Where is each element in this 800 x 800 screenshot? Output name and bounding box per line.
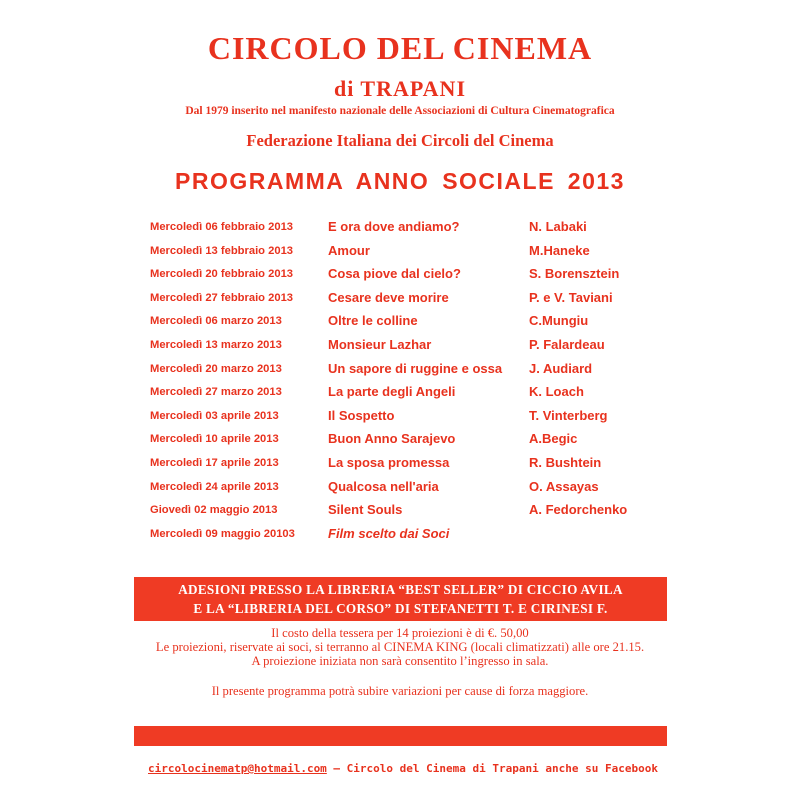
film-director: N. Labaki bbox=[529, 219, 587, 234]
screening-date: Mercoledì 17 aprile 2013 bbox=[150, 457, 279, 469]
screening-date: Mercoledì 06 febbraio 2013 bbox=[150, 221, 294, 233]
film-director: T. Vinterberg bbox=[529, 407, 608, 423]
screening-date: Mercoledì 27 febbraio 2013 bbox=[150, 291, 294, 304]
screening-date: Mercoledì 03 aprile 2013 bbox=[150, 409, 279, 422]
schedule-row bbox=[0, 382, 800, 404]
film-title: La parte degli Angeli bbox=[328, 384, 456, 400]
film-director: M.Haneke bbox=[529, 242, 590, 258]
film-title: Silent Souls bbox=[328, 502, 403, 518]
film-director: R. Bushtein bbox=[529, 455, 602, 470]
bottom-bar bbox=[134, 726, 667, 746]
film-director: P. Falardeau bbox=[529, 337, 605, 352]
screening-date: Mercoledì 10 aprile 2013 bbox=[150, 433, 279, 446]
schedule-row bbox=[0, 359, 800, 381]
schedule-row bbox=[0, 453, 800, 475]
film-director: C.Mungiu bbox=[529, 313, 589, 329]
membership-banner bbox=[134, 577, 667, 621]
film-title: Qualcosa nell'aria bbox=[328, 478, 439, 494]
screening-date: Mercoledì 13 marzo 2013 bbox=[150, 339, 282, 351]
email-link[interactable]: circolocinematp@hotmail.com bbox=[148, 762, 327, 775]
footer-text: – Circolo del Cinema di Trapani anche su Facebook bbox=[326, 762, 658, 775]
screening-date: Mercoledì 06 marzo 2013 bbox=[150, 315, 282, 328]
program-title: PROGRAMMA ANNO SOCIALE 2013 bbox=[175, 168, 625, 194]
film-director: A.Begic bbox=[529, 431, 578, 447]
film-director: J. Audiard bbox=[529, 360, 593, 376]
screening-date: Mercoledì 20 marzo 2013 bbox=[150, 362, 282, 375]
film-director: P. e V. Taviani bbox=[529, 289, 613, 305]
schedule-row bbox=[0, 311, 800, 333]
page-title: CIRCOLO DEL CINEMA bbox=[207, 30, 593, 66]
film-title: Cosa piove dal cielo? bbox=[328, 266, 461, 282]
film-title: Il Sospetto bbox=[328, 407, 395, 423]
film-director: S. Borensztein bbox=[529, 266, 620, 282]
schedule-row bbox=[0, 288, 800, 310]
schedule-row bbox=[0, 429, 800, 451]
film-title: Un sapore di ruggine e ossa bbox=[328, 360, 503, 376]
film-title: Amour bbox=[328, 242, 370, 258]
film-title: La sposa promessa bbox=[328, 455, 450, 470]
schedule-row bbox=[0, 217, 800, 239]
since-note: Dal 1979 inserito nel manifesto nazionale delle Associazioni di Cultura Cinematografica bbox=[185, 105, 615, 117]
page-subtitle: di TRAPANI bbox=[333, 76, 467, 101]
film-director: A. Fedorchenko bbox=[529, 502, 628, 518]
schedule-row bbox=[0, 500, 800, 522]
late-entry-note: A proiezione iniziata non sarà consentito l’ingresso in sala. bbox=[251, 654, 549, 668]
schedule-row bbox=[0, 524, 800, 546]
schedule-row bbox=[0, 264, 800, 286]
film-director: O. Assayas bbox=[529, 478, 599, 494]
screening-date: Mercoledì 09 maggio 20103 bbox=[150, 527, 295, 540]
screening-info: Le proiezioni, riservate ai soci, si terranno al CINEMA KING (locali climatizzati) alle ore 21.15. bbox=[155, 640, 645, 654]
film-title: Monsieur Lazhar bbox=[328, 337, 432, 352]
film-title: Cesare deve morire bbox=[328, 289, 449, 305]
screening-date: Mercoledì 20 febbraio 2013 bbox=[150, 268, 294, 281]
banner-line-2: E LA “LIBRERIA DEL CORSO” DI STEFANETTI T. E CIRINESI F. bbox=[193, 601, 608, 616]
film-title: Film scelto dai Soci bbox=[328, 525, 450, 541]
membership-cost: Il costo della tessera per 14 proiezioni è di €. 50,00 bbox=[271, 626, 529, 640]
variation-note: Il presente programma potrà subire variazioni per cause di forza maggiore. bbox=[211, 684, 589, 698]
schedule-row bbox=[0, 477, 800, 499]
screening-date: Mercoledì 24 aprile 2013 bbox=[150, 480, 279, 493]
banner-line-1: ADESIONI PRESSO LA LIBRERIA “BEST SELLER” DI CICCIO AVILA bbox=[178, 582, 623, 597]
screening-date: Mercoledì 27 marzo 2013 bbox=[150, 386, 282, 399]
film-title: Oltre le colline bbox=[328, 313, 418, 329]
schedule-row bbox=[0, 335, 800, 357]
screening-date: Mercoledì 13 febbraio 2013 bbox=[150, 244, 294, 257]
film-title: Buon Anno Sarajevo bbox=[328, 431, 456, 447]
schedule-row bbox=[0, 406, 800, 428]
film-title: E ora dove andiamo? bbox=[328, 219, 460, 234]
film-director: K. Loach bbox=[529, 384, 584, 400]
screening-date: Giovedì 02 maggio 2013 bbox=[150, 504, 278, 517]
federation-name: Federazione Italiana dei Circoli del Cinema bbox=[246, 131, 554, 150]
footer bbox=[148, 762, 658, 775]
schedule-row bbox=[0, 241, 800, 263]
